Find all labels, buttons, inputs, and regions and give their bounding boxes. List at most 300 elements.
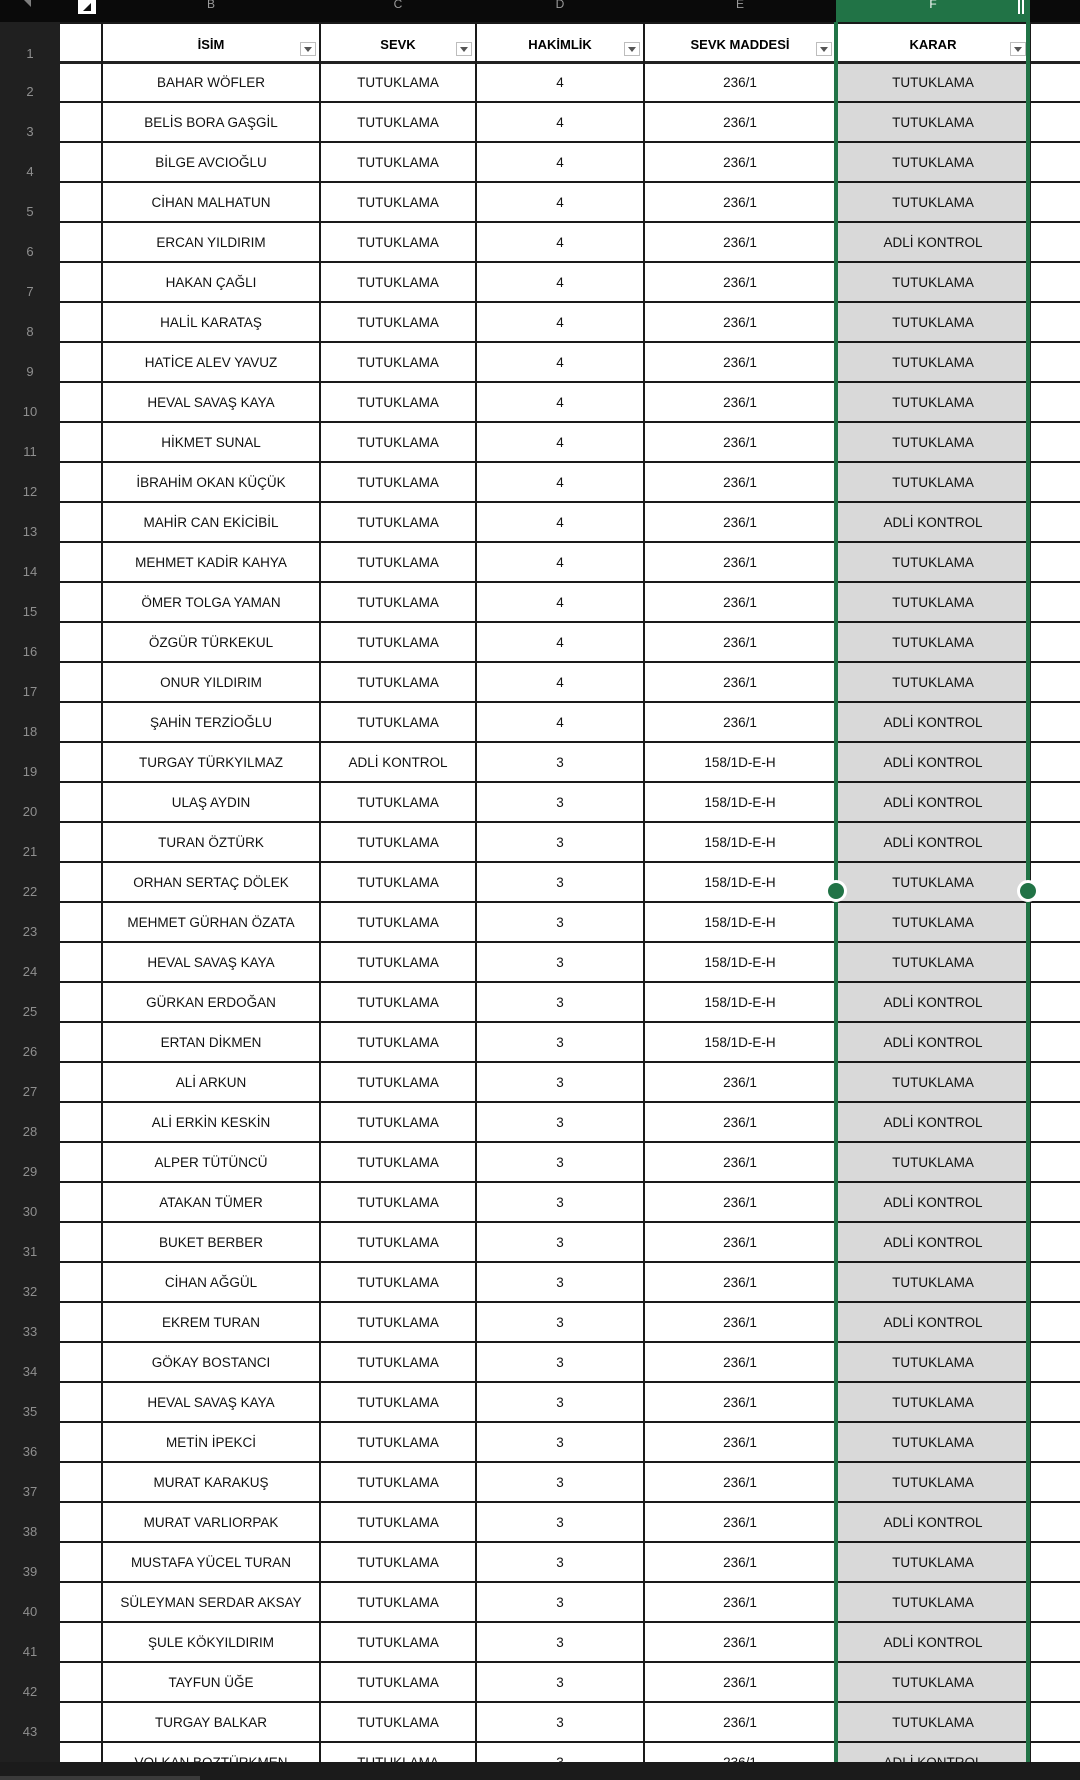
- cell-hakimlik[interactable]: 4: [556, 715, 564, 730]
- cell-madde[interactable]: 158/1D-E-H: [704, 755, 776, 770]
- select-all-button[interactable]: [0, 0, 60, 22]
- cell-isim[interactable]: ATAKAN TÜMER: [159, 1195, 263, 1210]
- cell-karar[interactable]: TUTUKLAMA: [892, 395, 974, 410]
- cell-madde[interactable]: 236/1: [723, 1195, 757, 1210]
- cell-hakimlik[interactable]: 4: [556, 115, 564, 130]
- cell-hakimlik[interactable]: 3: [556, 1715, 564, 1730]
- cell-sevk[interactable]: TUTUKLAMA: [357, 1555, 439, 1570]
- cell-sevk[interactable]: TUTUKLAMA: [357, 1315, 439, 1330]
- cell-isim[interactable]: MAHİR CAN EKİCİBİL: [143, 515, 279, 530]
- cell-madde[interactable]: 158/1D-E-H: [704, 795, 776, 810]
- cell-hakimlik[interactable]: 3: [556, 1235, 564, 1250]
- grid-row-line: [60, 1541, 1080, 1543]
- cell-isim[interactable]: BUKET BERBER: [158, 1235, 264, 1250]
- cell-madde[interactable]: 236/1: [723, 275, 757, 290]
- column-header-bar: [0, 0, 1080, 22]
- cell-madde[interactable]: 236/1: [723, 1115, 757, 1130]
- header-cell-isim[interactable]: İSİM: [197, 36, 225, 52]
- cell-hakimlik[interactable]: 3: [556, 1515, 564, 1530]
- cell-karar[interactable]: TUTUKLAMA: [892, 1275, 974, 1290]
- cell-hakimlik[interactable]: 4: [556, 235, 564, 250]
- scrollbar-thumb[interactable]: [0, 1776, 200, 1780]
- row-header[interactable]: 42: [22, 1684, 38, 1699]
- cell-sevk[interactable]: TUTUKLAMA: [357, 155, 439, 170]
- cell-karar[interactable]: ADLİ KONTROL: [883, 515, 983, 530]
- filter-dropdown-icon[interactable]: [456, 42, 472, 56]
- cell-isim[interactable]: İBRAHİM OKAN KÜÇÜK: [136, 475, 286, 490]
- cell-sevk[interactable]: TUTUKLAMA: [357, 395, 439, 410]
- cell-sevk[interactable]: TUTUKLAMA: [357, 955, 439, 970]
- row-header-1[interactable]: 1: [26, 46, 34, 61]
- cell-isim[interactable]: ALPER TÜTÜNCÜ: [154, 1155, 268, 1170]
- cell-karar[interactable]: TUTUKLAMA: [892, 955, 974, 970]
- cell-isim[interactable]: ORHAN SERTAÇ DÖLEK: [133, 875, 289, 890]
- cell-isim[interactable]: HATİCE ALEV YAVUZ: [144, 355, 278, 370]
- cell-karar[interactable]: TUTUKLAMA: [892, 675, 974, 690]
- grid-row-line: [60, 861, 1080, 863]
- row-header[interactable]: 12: [22, 484, 38, 499]
- filter-dropdown-icon[interactable]: [300, 42, 316, 56]
- cell-madde[interactable]: 236/1: [723, 595, 757, 610]
- cell-isim[interactable]: BAHAR WÖFLER: [156, 75, 265, 90]
- cell-karar[interactable]: ADLİ KONTROL: [883, 1195, 983, 1210]
- cell-karar[interactable]: TUTUKLAMA: [892, 155, 974, 170]
- cell-karar[interactable]: ADLİ KONTROL: [883, 235, 983, 250]
- cell-hakimlik[interactable]: 4: [556, 395, 564, 410]
- grid-row-line: [60, 1661, 1080, 1663]
- cell-sevk[interactable]: TUTUKLAMA: [357, 1275, 439, 1290]
- row-header[interactable]: 41: [22, 1644, 38, 1659]
- cell-karar[interactable]: TUTUKLAMA: [892, 635, 974, 650]
- cell-madde[interactable]: 236/1: [723, 1435, 757, 1450]
- cell-madde[interactable]: 158/1D-E-H: [704, 875, 776, 890]
- cell-isim[interactable]: TURAN ÖZTÜRK: [158, 835, 264, 850]
- cell-isim[interactable]: MURAT VARLIORPAK: [143, 1515, 279, 1530]
- cell-hakimlik[interactable]: 4: [556, 435, 564, 450]
- cell-madde[interactable]: 236/1: [723, 355, 757, 370]
- cell-hakimlik[interactable]: 3: [556, 1155, 564, 1170]
- cell-isim[interactable]: CİHAN MALHATUN: [151, 195, 271, 210]
- cell-karar[interactable]: TUTUKLAMA: [892, 875, 974, 890]
- cell-isim[interactable]: ŞULE KÖKYILDIRIM: [147, 1635, 275, 1650]
- cell-isim[interactable]: MUSTAFA YÜCEL TURAN: [130, 1555, 292, 1570]
- cell-karar[interactable]: TUTUKLAMA: [892, 1675, 974, 1690]
- cell-karar[interactable]: TUTUKLAMA: [892, 915, 974, 930]
- row-header[interactable]: 22: [22, 884, 38, 899]
- cell-karar[interactable]: ADLİ KONTROL: [883, 1635, 983, 1650]
- row-header[interactable]: 31: [22, 1244, 38, 1259]
- cell-hakimlik[interactable]: 3: [556, 1435, 564, 1450]
- cell-sevk[interactable]: TUTUKLAMA: [357, 115, 439, 130]
- cell-madde[interactable]: 236/1: [723, 555, 757, 570]
- cell-sevk[interactable]: TUTUKLAMA: [357, 555, 439, 570]
- cell-sevk[interactable]: TUTUKLAMA: [357, 795, 439, 810]
- cell-hakimlik[interactable]: 3: [556, 1075, 564, 1090]
- cell-sevk[interactable]: TUTUKLAMA: [357, 715, 439, 730]
- row-header[interactable]: 24: [22, 964, 38, 979]
- cell-madde[interactable]: 236/1: [723, 1555, 757, 1570]
- row-header[interactable]: 11: [23, 444, 37, 459]
- cell-hakimlik[interactable]: 4: [556, 275, 564, 290]
- cell-madde[interactable]: 236/1: [723, 515, 757, 530]
- cell-madde[interactable]: 236/1: [723, 675, 757, 690]
- cell-hakimlik[interactable]: 3: [556, 835, 564, 850]
- cell-hakimlik[interactable]: 4: [556, 195, 564, 210]
- grid-row-line: [60, 501, 1080, 503]
- cell-sevk[interactable]: ADLİ KONTROL: [348, 755, 448, 770]
- cell-madde[interactable]: 236/1: [723, 1355, 757, 1370]
- cell-isim[interactable]: ŞAHİN TERZİOĞLU: [149, 715, 273, 730]
- cell-isim[interactable]: ALİ ERKİN KESKİN: [151, 1115, 271, 1130]
- cell-madde[interactable]: 236/1: [723, 435, 757, 450]
- cell-hakimlik[interactable]: 3: [556, 1555, 564, 1570]
- cell-isim[interactable]: BİLGE AVCIOĞLU: [155, 155, 267, 170]
- grid-row-line: [60, 22, 1080, 24]
- cell-hakimlik[interactable]: 3: [556, 1595, 564, 1610]
- cell-karar[interactable]: TUTUKLAMA: [892, 115, 974, 130]
- cell-hakimlik[interactable]: 3: [556, 955, 564, 970]
- spreadsheet-grid[interactable]: [60, 22, 1080, 1780]
- grid-row-line: [60, 1701, 1080, 1703]
- row-header[interactable]: 32: [22, 1284, 38, 1299]
- row-header[interactable]: 7: [26, 284, 34, 299]
- row-header[interactable]: 14: [22, 564, 38, 579]
- cell-sevk[interactable]: TUTUKLAMA: [357, 1515, 439, 1530]
- row-header[interactable]: 13: [22, 524, 38, 539]
- cell-sevk[interactable]: TUTUKLAMA: [357, 1355, 439, 1370]
- cell-karar[interactable]: TUTUKLAMA: [892, 1715, 974, 1730]
- grid-row-line: [60, 901, 1080, 903]
- row-header[interactable]: 23: [22, 924, 38, 939]
- cell-isim[interactable]: ÖZGÜR TÜRKEKUL: [148, 635, 274, 650]
- cell-madde[interactable]: 236/1: [723, 75, 757, 90]
- cell-madde[interactable]: 158/1D-E-H: [704, 1035, 776, 1050]
- cell-sevk[interactable]: TUTUKLAMA: [357, 515, 439, 530]
- cell-karar[interactable]: ADLİ KONTROL: [883, 835, 983, 850]
- cell-sevk[interactable]: TUTUKLAMA: [357, 75, 439, 90]
- grid-row-line: [60, 221, 1080, 223]
- cell-sevk[interactable]: TUTUKLAMA: [357, 1395, 439, 1410]
- cell-hakimlik[interactable]: 3: [556, 1195, 564, 1210]
- cell-sevk[interactable]: TUTUKLAMA: [357, 835, 439, 850]
- cell-sevk[interactable]: TUTUKLAMA: [357, 595, 439, 610]
- cell-isim[interactable]: HEVAL SAVAŞ KAYA: [147, 395, 275, 410]
- grid-row-line: [60, 1501, 1080, 1503]
- cell-isim[interactable]: ÖMER TOLGA YAMAN: [141, 595, 281, 610]
- row-header[interactable]: 15: [22, 604, 38, 619]
- cell-madde[interactable]: 236/1: [723, 1475, 757, 1490]
- cell-isim[interactable]: HAKAN ÇAĞLI: [165, 275, 257, 290]
- row-header[interactable]: 27: [22, 1084, 38, 1099]
- cell-karar[interactable]: TUTUKLAMA: [892, 1355, 974, 1370]
- cell-hakimlik[interactable]: 4: [556, 355, 564, 370]
- header-cell-karar[interactable]: KARAR: [909, 36, 957, 52]
- cell-karar[interactable]: TUTUKLAMA: [892, 1395, 974, 1410]
- cell-sevk[interactable]: TUTUKLAMA: [357, 355, 439, 370]
- cell-madde[interactable]: 236/1: [723, 635, 757, 650]
- cell-isim[interactable]: GÜRKAN ERDOĞAN: [146, 995, 276, 1010]
- cell-sevk[interactable]: TUTUKLAMA: [357, 315, 439, 330]
- cell-isim[interactable]: HEVAL SAVAŞ KAYA: [147, 1395, 275, 1410]
- cell-sevk[interactable]: TUTUKLAMA: [357, 1035, 439, 1050]
- cell-karar[interactable]: ADLİ KONTROL: [883, 1515, 983, 1530]
- selection-handle-left[interactable]: [825, 880, 847, 902]
- cell-hakimlik[interactable]: 3: [556, 1115, 564, 1130]
- cell-madde[interactable]: 236/1: [723, 195, 757, 210]
- cell-hakimlik[interactable]: 3: [556, 995, 564, 1010]
- row-header[interactable]: 19: [22, 764, 38, 779]
- row-header[interactable]: 2: [26, 84, 34, 99]
- row-header[interactable]: 43: [22, 1724, 38, 1739]
- row-header[interactable]: 36: [22, 1444, 38, 1459]
- row-header[interactable]: 37: [22, 1484, 38, 1499]
- cell-sevk[interactable]: TUTUKLAMA: [357, 1115, 439, 1130]
- grid-row-line: [60, 661, 1080, 663]
- cell-hakimlik[interactable]: 4: [556, 75, 564, 90]
- cell-isim[interactable]: TURGAY TÜRKYILMAZ: [138, 755, 284, 770]
- cell-karar[interactable]: TUTUKLAMA: [892, 1555, 974, 1570]
- horizontal-scrollbar[interactable]: [0, 1762, 1080, 1780]
- cell-madde[interactable]: 236/1: [723, 1155, 757, 1170]
- cell-hakimlik[interactable]: 3: [556, 1035, 564, 1050]
- cell-hakimlik[interactable]: 3: [556, 1635, 564, 1650]
- cell-sevk[interactable]: TUTUKLAMA: [357, 1475, 439, 1490]
- cell-sevk[interactable]: TUTUKLAMA: [357, 1435, 439, 1450]
- grid-row-line: [60, 301, 1080, 303]
- grid-row-line: [60, 1621, 1080, 1623]
- cell-karar[interactable]: TUTUKLAMA: [892, 555, 974, 570]
- column-resize-handle-icon[interactable]: [1017, 0, 1025, 14]
- column-header-b[interactable]: B: [206, 0, 215, 11]
- cell-hakimlik[interactable]: 3: [556, 875, 564, 890]
- row-header[interactable]: 26: [22, 1044, 38, 1059]
- cell-hakimlik[interactable]: 3: [556, 915, 564, 930]
- cell-madde[interactable]: 236/1: [723, 115, 757, 130]
- cell-sevk[interactable]: TUTUKLAMA: [357, 635, 439, 650]
- grid-row-line: [60, 701, 1080, 703]
- cell-madde[interactable]: 158/1D-E-H: [704, 995, 776, 1010]
- cell-sevk[interactable]: TUTUKLAMA: [357, 915, 439, 930]
- cell-hakimlik[interactable]: 4: [556, 635, 564, 650]
- row-header[interactable]: 10: [22, 404, 38, 419]
- row-header[interactable]: 8: [26, 324, 34, 339]
- grid-row-line: [60, 781, 1080, 783]
- cell-hakimlik[interactable]: 3: [556, 1275, 564, 1290]
- grid-row-line: [60, 1021, 1080, 1023]
- row-header[interactable]: 9: [26, 364, 34, 379]
- cell-isim[interactable]: ERCAN YILDIRIM: [156, 235, 266, 250]
- column-header-c[interactable]: C: [393, 0, 403, 11]
- cell-isim[interactable]: MURAT KARAKUŞ: [153, 1475, 269, 1490]
- cell-hakimlik[interactable]: 4: [556, 515, 564, 530]
- cell-isim[interactable]: MEHMET GÜRHAN ÖZATA: [127, 915, 295, 930]
- cell-sevk[interactable]: TUTUKLAMA: [357, 435, 439, 450]
- header-cell-sevk[interactable]: SEVK: [380, 36, 416, 52]
- cell-isim[interactable]: METİN İPEKCİ: [165, 1435, 256, 1450]
- grid-row-line: [60, 1061, 1080, 1063]
- cell-karar[interactable]: ADLİ KONTROL: [883, 795, 983, 810]
- row-header[interactable]: 3: [26, 124, 34, 139]
- cell-sevk[interactable]: TUTUKLAMA: [357, 195, 439, 210]
- cell-madde[interactable]: 236/1: [723, 1515, 757, 1530]
- cell-karar[interactable]: TUTUKLAMA: [892, 315, 974, 330]
- filter-dropdown-icon[interactable]: [1010, 42, 1026, 56]
- row-header[interactable]: 40: [22, 1604, 38, 1619]
- cell-sevk[interactable]: TUTUKLAMA: [357, 1635, 439, 1650]
- cell-hakimlik[interactable]: 4: [556, 595, 564, 610]
- cell-isim[interactable]: HEVAL SAVAŞ KAYA: [147, 955, 275, 970]
- cell-sevk[interactable]: TUTUKLAMA: [357, 475, 439, 490]
- grid-row-line: [60, 261, 1080, 263]
- filter-dropdown-icon[interactable]: [816, 42, 832, 56]
- cell-sevk[interactable]: TUTUKLAMA: [357, 235, 439, 250]
- cell-hakimlik[interactable]: 3: [556, 755, 564, 770]
- cell-sevk[interactable]: TUTUKLAMA: [357, 1075, 439, 1090]
- cell-hakimlik[interactable]: 3: [556, 1355, 564, 1370]
- cell-madde[interactable]: 236/1: [723, 1075, 757, 1090]
- cell-karar[interactable]: TUTUKLAMA: [892, 275, 974, 290]
- cell-madde[interactable]: 236/1: [723, 395, 757, 410]
- cell-isim[interactable]: TAYFUN ÜĞE: [168, 1675, 254, 1690]
- header-cell-hakimlik[interactable]: HAKİMLİK: [528, 36, 592, 52]
- cell-isim[interactable]: EKREM TURAN: [161, 1315, 260, 1330]
- cell-hakimlik[interactable]: 3: [556, 1475, 564, 1490]
- cell-madde[interactable]: 236/1: [723, 235, 757, 250]
- cell-madde[interactable]: 236/1: [723, 1235, 757, 1250]
- cell-karar[interactable]: ADLİ KONTROL: [883, 715, 983, 730]
- cell-sevk[interactable]: TUTUKLAMA: [357, 1675, 439, 1690]
- cell-isim[interactable]: BELİS BORA GAŞGİL: [144, 115, 278, 130]
- cell-karar[interactable]: ADLİ KONTROL: [883, 755, 983, 770]
- cell-madde[interactable]: 236/1: [723, 1635, 757, 1650]
- cell-madde[interactable]: 236/1: [723, 1395, 757, 1410]
- cell-karar[interactable]: ADLİ KONTROL: [883, 995, 983, 1010]
- cell-madde[interactable]: 236/1: [723, 715, 757, 730]
- cell-karar[interactable]: TUTUKLAMA: [892, 355, 974, 370]
- row-header[interactable]: 18: [22, 724, 38, 739]
- row-header[interactable]: 5: [26, 204, 34, 219]
- cell-karar[interactable]: ADLİ KONTROL: [883, 1115, 983, 1130]
- cell-madde[interactable]: 236/1: [723, 1275, 757, 1290]
- row-header[interactable]: 17: [22, 684, 38, 699]
- cell-isim[interactable]: GÖKAY BOSTANCI: [151, 1355, 271, 1370]
- cell-madde[interactable]: 236/1: [723, 1715, 757, 1730]
- cell-karar[interactable]: ADLİ KONTROL: [883, 1315, 983, 1330]
- row-header[interactable]: 39: [22, 1564, 38, 1579]
- row-header[interactable]: 21: [22, 844, 38, 859]
- cell-sevk[interactable]: TUTUKLAMA: [357, 1715, 439, 1730]
- cell-madde[interactable]: 158/1D-E-H: [704, 955, 776, 970]
- cell-madde[interactable]: 236/1: [723, 1675, 757, 1690]
- cell-madde[interactable]: 236/1: [723, 155, 757, 170]
- cell-hakimlik[interactable]: 4: [556, 155, 564, 170]
- cell-karar[interactable]: ADLİ KONTROL: [883, 1035, 983, 1050]
- cell-madde[interactable]: 236/1: [723, 1315, 757, 1330]
- cell-hakimlik[interactable]: 3: [556, 1675, 564, 1690]
- grid-row-line: [60, 541, 1080, 543]
- cell-sevk[interactable]: TUTUKLAMA: [357, 1595, 439, 1610]
- cell-hakimlik[interactable]: 4: [556, 675, 564, 690]
- cell-karar[interactable]: TUTUKLAMA: [892, 1435, 974, 1450]
- cell-karar[interactable]: TUTUKLAMA: [892, 1075, 974, 1090]
- cell-sevk[interactable]: TUTUKLAMA: [357, 675, 439, 690]
- grid-row-line: [60, 581, 1080, 583]
- filter-dropdown-icon[interactable]: [624, 42, 640, 56]
- cell-madde[interactable]: 158/1D-E-H: [704, 915, 776, 930]
- cell-hakimlik[interactable]: 4: [556, 475, 564, 490]
- cell-sevk[interactable]: TUTUKLAMA: [357, 1155, 439, 1170]
- column-header-e[interactable]: E: [735, 0, 744, 11]
- cell-sevk[interactable]: TUTUKLAMA: [357, 875, 439, 890]
- filter-toggle-icon[interactable]: [78, 0, 96, 14]
- row-header[interactable]: 34: [22, 1364, 38, 1379]
- cell-madde[interactable]: 236/1: [723, 1595, 757, 1610]
- cell-karar[interactable]: TUTUKLAMA: [892, 475, 974, 490]
- cell-karar[interactable]: TUTUKLAMA: [892, 1595, 974, 1610]
- cell-hakimlik[interactable]: 3: [556, 1395, 564, 1410]
- cell-sevk[interactable]: TUTUKLAMA: [357, 1235, 439, 1250]
- grid-row-line: [60, 1461, 1080, 1463]
- cell-hakimlik[interactable]: 4: [556, 555, 564, 570]
- cell-madde[interactable]: 236/1: [723, 475, 757, 490]
- row-header[interactable]: 25: [22, 1004, 38, 1019]
- row-header-bar: [0, 22, 60, 1780]
- row-header[interactable]: 35: [22, 1404, 38, 1419]
- row-header[interactable]: 28: [22, 1124, 38, 1139]
- row-header[interactable]: 30: [22, 1204, 38, 1219]
- cell-isim[interactable]: ALİ ARKUN: [175, 1075, 247, 1090]
- cell-isim[interactable]: HALİL KARATAŞ: [160, 315, 262, 330]
- cell-karar[interactable]: ADLİ KONTROL: [883, 1235, 983, 1250]
- cell-karar[interactable]: TUTUKLAMA: [892, 595, 974, 610]
- cell-karar[interactable]: TUTUKLAMA: [892, 1155, 974, 1170]
- row-header[interactable]: 6: [26, 244, 34, 259]
- cell-isim[interactable]: MEHMET KADİR KAHYA: [135, 555, 287, 570]
- grid-row-line: [60, 1301, 1080, 1303]
- grid-row-line: [60, 381, 1080, 383]
- cell-isim[interactable]: TURGAY BALKAR: [154, 1715, 268, 1730]
- cell-madde[interactable]: 158/1D-E-H: [704, 835, 776, 850]
- cell-isim[interactable]: HİKMET SUNAL: [161, 435, 261, 450]
- cell-karar[interactable]: TUTUKLAMA: [892, 435, 974, 450]
- header-cell-madde[interactable]: SEVK MADDESİ: [690, 36, 790, 52]
- cell-sevk[interactable]: TUTUKLAMA: [357, 995, 439, 1010]
- cell-karar[interactable]: TUTUKLAMA: [892, 75, 974, 90]
- cell-isim[interactable]: ULAŞ AYDIN: [171, 795, 251, 810]
- cell-isim[interactable]: ERTAN DİKMEN: [160, 1035, 262, 1050]
- row-header[interactable]: 29: [22, 1164, 38, 1179]
- row-header[interactable]: 20: [22, 804, 38, 819]
- cell-isim[interactable]: SÜLEYMAN SERDAR AKSAY: [120, 1595, 302, 1610]
- cell-isim[interactable]: CİHAN AĞGÜL: [164, 1275, 258, 1290]
- row-header[interactable]: 33: [22, 1324, 38, 1339]
- row-header[interactable]: 16: [22, 644, 38, 659]
- cell-karar[interactable]: TUTUKLAMA: [892, 1475, 974, 1490]
- row-header[interactable]: 4: [26, 164, 34, 179]
- row-header[interactable]: 38: [22, 1524, 38, 1539]
- cell-sevk[interactable]: TUTUKLAMA: [357, 1195, 439, 1210]
- cell-hakimlik[interactable]: 3: [556, 795, 564, 810]
- selection-handle-right[interactable]: [1017, 880, 1039, 902]
- cell-madde[interactable]: 236/1: [723, 315, 757, 330]
- column-header-f[interactable]: F: [836, 0, 1030, 22]
- cell-karar[interactable]: TUTUKLAMA: [892, 195, 974, 210]
- cell-sevk[interactable]: TUTUKLAMA: [357, 275, 439, 290]
- column-header-d[interactable]: D: [555, 0, 565, 11]
- cell-isim[interactable]: ONUR YILDIRIM: [160, 675, 262, 690]
- cell-hakimlik[interactable]: 3: [556, 1315, 564, 1330]
- cell-hakimlik[interactable]: 4: [556, 315, 564, 330]
